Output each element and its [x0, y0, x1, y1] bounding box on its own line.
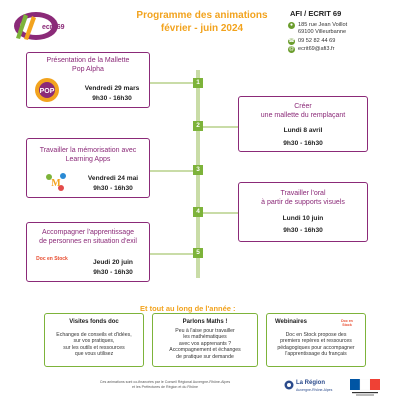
event-card-2	[238, 96, 368, 152]
event-card-3	[26, 138, 150, 198]
box-parlons-maths-body	[157, 328, 253, 360]
event-date-3: Vendredi 24 mai	[87, 175, 139, 182]
event-time-5: 9h30 - 16h30	[93, 269, 133, 276]
footer-line-2: et les Préfectures de Région et du Rhône	[132, 385, 198, 389]
box-webinaires-title: Webinaires	[275, 319, 307, 325]
phone-icon: ☎	[288, 38, 295, 44]
page-title	[112, 9, 292, 35]
event-title-2	[239, 103, 367, 120]
event-title-4-line2: à partir de supports visuels	[261, 198, 345, 206]
logo-text: ecrit69	[42, 24, 65, 31]
event-title-4-line1: Travailler l'oral	[280, 190, 326, 197]
box-webinaires-line: pédagogiques pour accompagner	[277, 344, 355, 351]
connector-1	[150, 82, 198, 84]
box-maths-line: Peu à l'aise pour travailler	[175, 328, 235, 334]
connector-3	[150, 170, 198, 172]
connector-4	[200, 212, 238, 214]
box-parlons-maths	[152, 313, 258, 367]
box-maths-line: Accompagnement et échanges	[169, 347, 241, 354]
phone-number: 09 52 82 44 69	[298, 38, 336, 44]
event-card-4	[238, 182, 368, 242]
event-title-2-line2: une mallette du remplaçant	[260, 111, 346, 119]
org-name: AFI / ECRIT 69	[290, 9, 342, 18]
connector-5	[150, 253, 198, 255]
event-time-4: 9h30 - 16h30	[283, 227, 323, 234]
step-2: 2	[193, 121, 203, 131]
location-icon: ●	[289, 22, 294, 28]
event-time-2: 9h30 - 16h30	[283, 140, 323, 147]
learning-apps-logo-text: M	[51, 178, 61, 189]
address-city: 69100 Villeurbanne	[298, 29, 347, 35]
event-card-5	[26, 222, 150, 282]
event-date-5: Jeudi 20 juin	[93, 259, 133, 266]
box-parlons-maths-title: Parlons Maths !	[182, 319, 228, 325]
step-1: 1	[193, 78, 203, 88]
step-4: 4	[193, 207, 203, 217]
event-time-1: 9h30 - 16h30	[92, 95, 132, 102]
box-visites-line: sur les outils et ressources	[63, 344, 125, 351]
box-maths-line: les mathématiques	[183, 334, 227, 341]
event-title-3-line1: Travailler la mémorisation avec	[39, 147, 137, 154]
email-row[interactable]	[288, 46, 334, 53]
footer-funding-note	[80, 380, 250, 390]
title-line-1: Programme des animations	[136, 10, 268, 21]
pop-alpha-logo	[33, 77, 61, 103]
footer-line-1: Ces animations sont co-financées par le Conseil Régional Auvergne-Rhône-Alpes	[99, 380, 231, 384]
event-title-3-line2: Learning Apps	[65, 155, 111, 163]
step-3: 3	[193, 165, 203, 175]
box-visites-title: Visites fonds doc	[69, 319, 119, 325]
box-visites	[44, 313, 144, 367]
event-card-1	[26, 52, 150, 108]
box-maths-line: avec vos apprenants ?	[178, 340, 232, 347]
event-time-3: 9h30 - 16h30	[93, 185, 133, 192]
connector-2	[200, 126, 238, 128]
all-year-title: Et tout au long de l'année :	[140, 304, 236, 313]
box-visites-line: que vous utilisez	[74, 351, 114, 358]
region-subtitle: Auvergne-Rhône-Alpes	[296, 388, 333, 392]
event-title-5	[27, 229, 149, 246]
box-maths-line: de pratique sur demande	[176, 353, 234, 360]
event-title-5-line2: de personnes en situation d'exil	[39, 237, 137, 245]
address-block	[288, 22, 347, 36]
french-republic-logo	[350, 379, 380, 397]
box-visites-line: sur vos pratiques,	[73, 338, 115, 345]
event-title-3	[27, 147, 149, 164]
box-webinaires-line: Doc en Stock propose des	[285, 332, 347, 338]
phone-row	[288, 38, 335, 45]
email-address[interactable]: ecrit69@afi3.fr	[298, 46, 335, 52]
event-date-2: Lundi 8 avril	[283, 127, 323, 134]
learning-apps-logo	[43, 171, 69, 193]
step-5: 5	[193, 248, 203, 258]
event-title-1-line1: Présentation de la Mallette	[46, 57, 130, 64]
region-logo-icon	[284, 380, 294, 390]
email-icon: @	[288, 46, 295, 52]
doc-en-stock-logo: Doc en Stock	[36, 256, 68, 262]
pop-alpha-logo-text: POP	[39, 88, 55, 95]
box-webinaires-line: l'apprentissage du français	[285, 351, 347, 358]
event-title-1	[27, 57, 149, 74]
box-webinaires	[266, 313, 366, 367]
title-line-2: février - juin 2024	[160, 23, 244, 34]
event-date-1: Vendredi 29 mars	[84, 85, 140, 92]
event-title-2-line1: Créer	[294, 103, 312, 110]
box-webinaires-body	[271, 332, 361, 358]
event-title-5-line1: Accompagner l'apprentissage	[41, 229, 134, 236]
doc-en-stock-small-logo: Doc en Stock	[341, 319, 353, 327]
event-title-1-line2: Pop Alpha	[72, 65, 104, 73]
box-visites-line: Echanges de conseils et d'idées,	[56, 332, 132, 338]
address-street: 185 rue Jean Voillot	[298, 22, 348, 28]
event-date-4: Lundi 10 juin	[282, 215, 324, 222]
box-webinaires-line: premiers repères et ressources	[280, 338, 352, 345]
region-name: La Région	[296, 380, 326, 386]
event-title-4	[239, 190, 367, 207]
box-visites-body	[49, 332, 139, 358]
